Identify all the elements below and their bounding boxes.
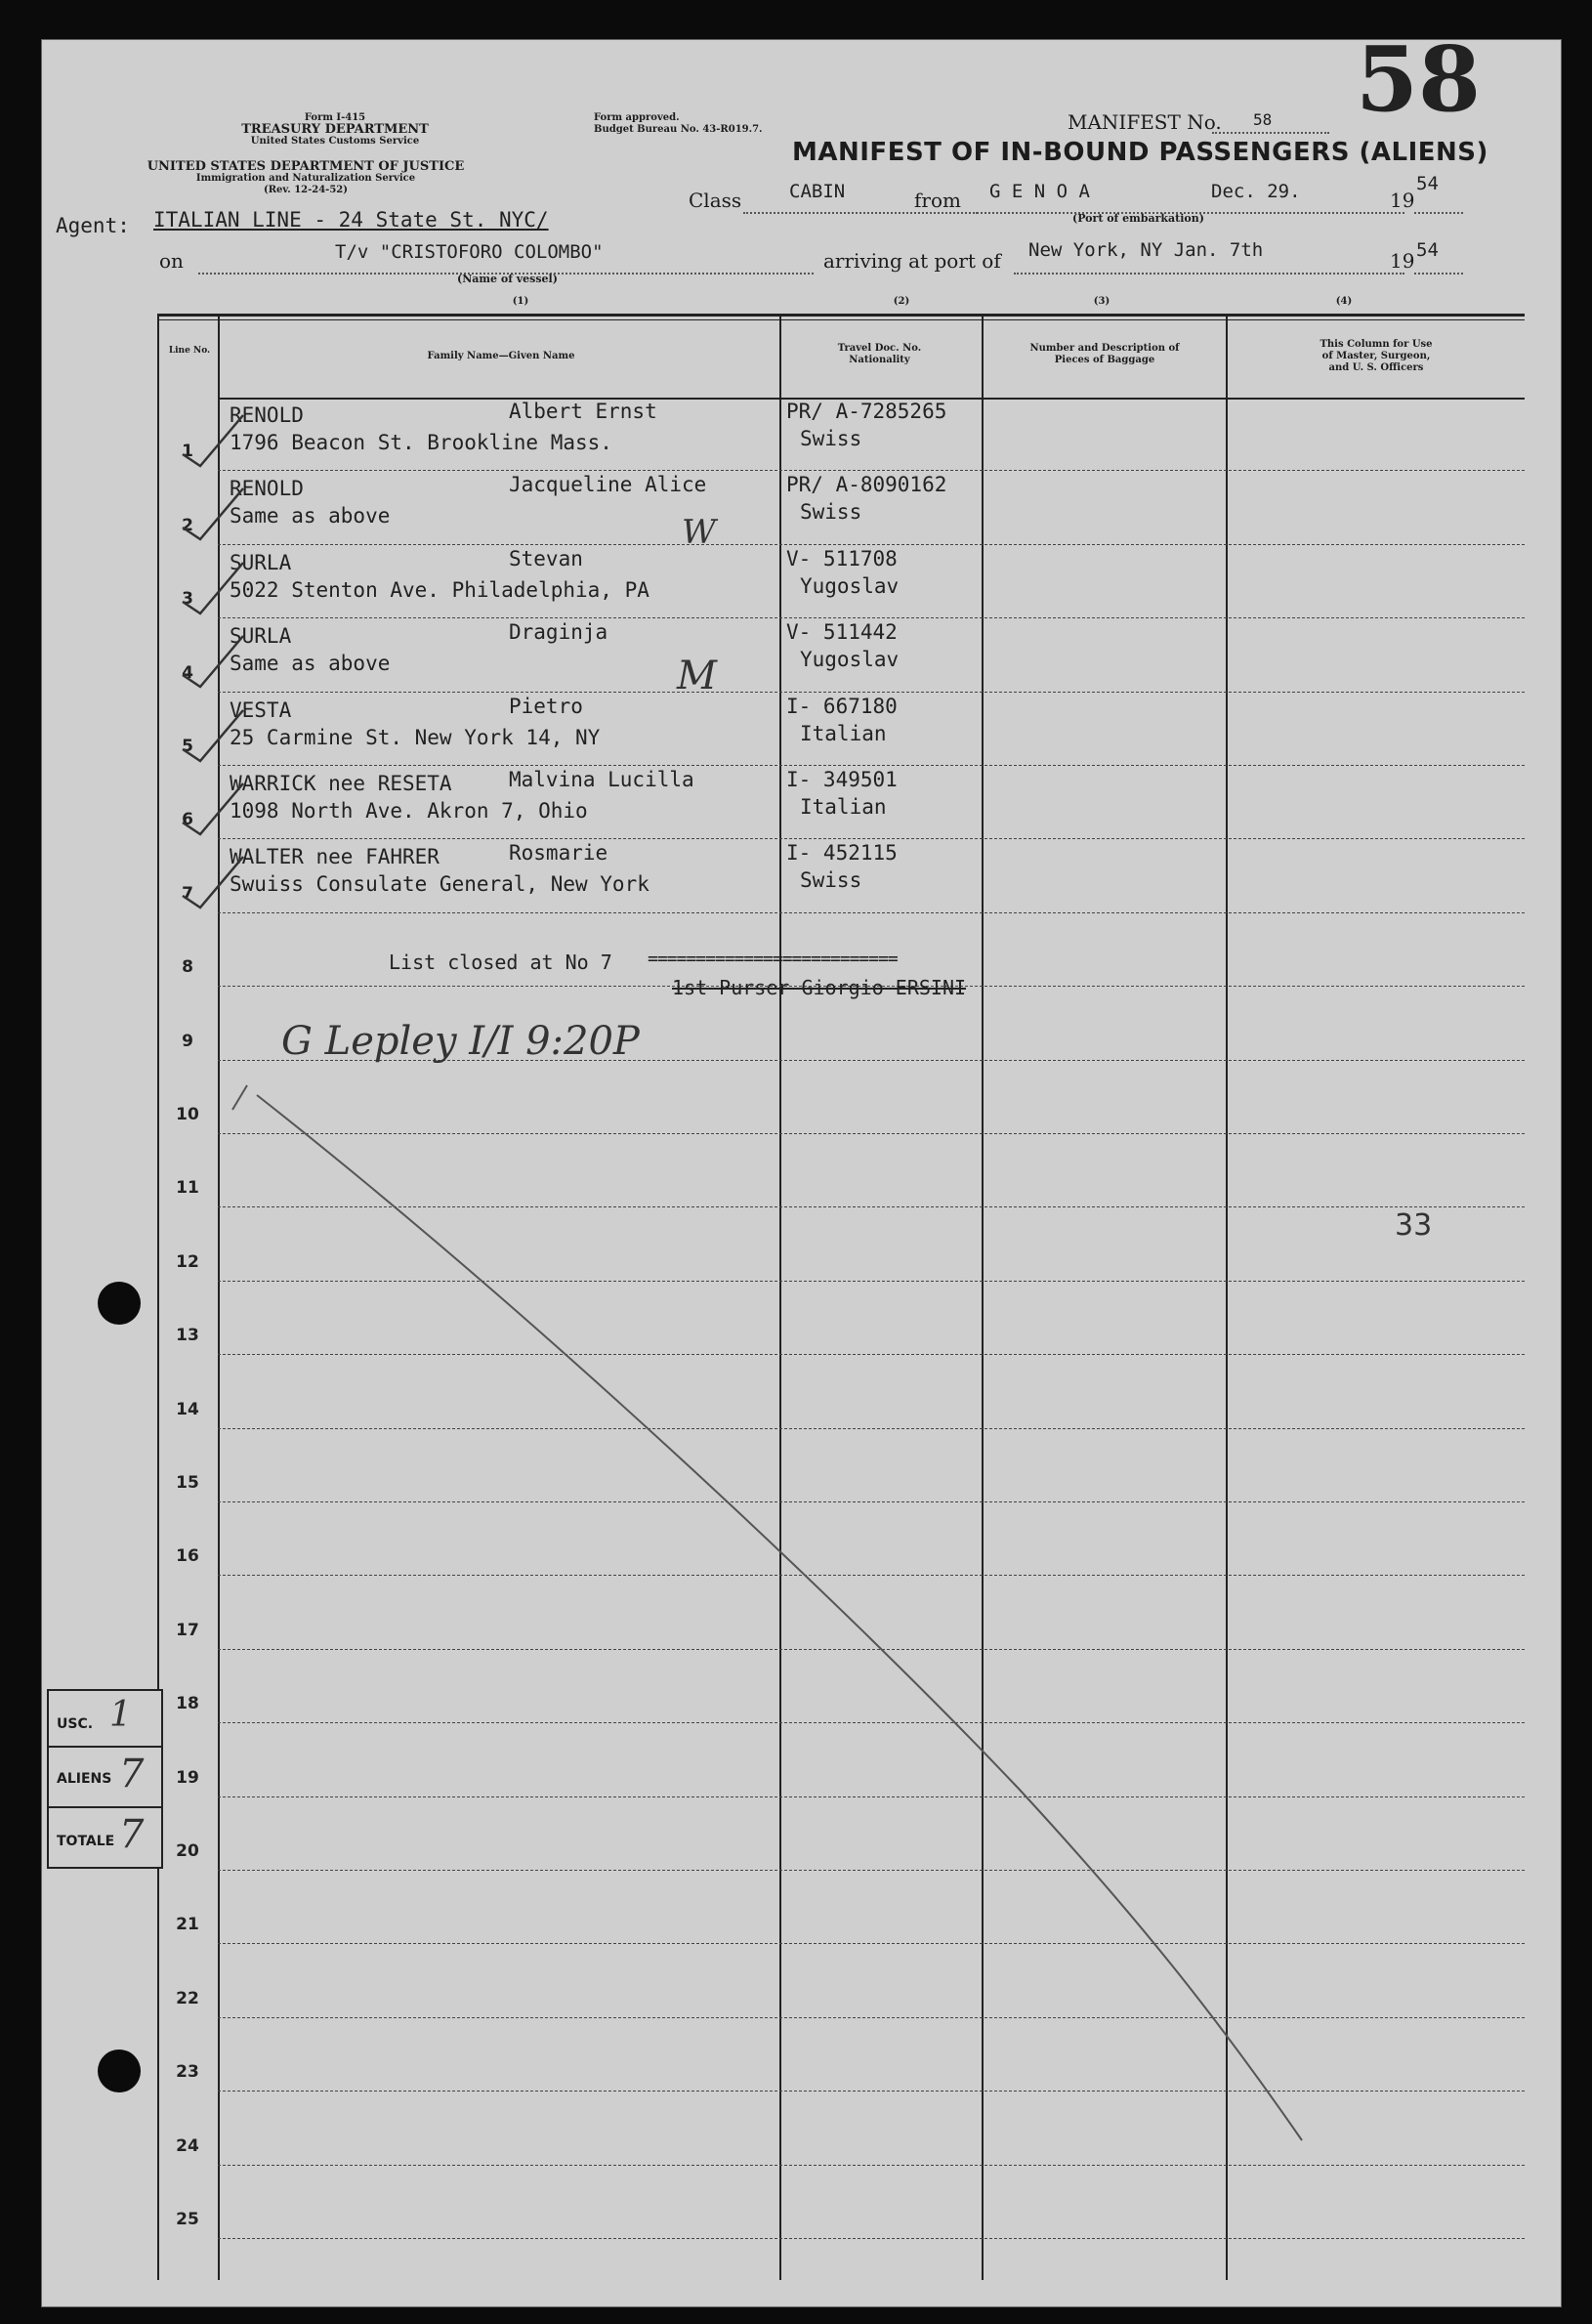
passenger-travel-doc: I- 349501 — [786, 768, 898, 791]
tally-total-value: 7 — [119, 1812, 145, 1857]
passenger-nationality: Yugoslav — [800, 648, 900, 672]
line-number: 10 — [176, 1105, 199, 1124]
class-label: Class — [689, 189, 742, 212]
passenger-family-name: SURLA — [230, 624, 292, 649]
arriving-label: arriving at port of — [823, 249, 1001, 273]
from-date: Dec. 29. — [1211, 181, 1301, 202]
col-number-4: (4) — [1335, 296, 1353, 307]
passenger-nationality: Italian — [800, 721, 887, 745]
passenger-nationality: Swiss — [800, 427, 862, 450]
line-number: 14 — [176, 1399, 199, 1419]
agent-value: ITALIAN LINE - 24 State St. NYC/ — [153, 208, 549, 232]
passenger-given-name: Albert Ernst — [509, 400, 657, 423]
passenger-family-name: SURLA — [230, 550, 292, 574]
manifest-no-label: MANIFEST No. — [1068, 110, 1222, 134]
line-number: 15 — [176, 1473, 199, 1493]
passenger-address: Swuiss Consulate General, New York — [230, 872, 649, 897]
header-officers-line1: This Column for Use — [1320, 339, 1433, 350]
tally-aliens-label: ALIENS — [57, 1771, 112, 1787]
passenger-travel-doc: PR/ A-7285265 — [786, 400, 947, 423]
page-stamp-number: 58 — [1356, 26, 1482, 132]
col-number-2: (2) — [893, 296, 910, 307]
line-number: 3 — [182, 589, 193, 610]
passenger-given-name: Jacqueline Alice — [509, 473, 707, 497]
header-baggage-line2: Pieces of Baggage — [1054, 355, 1155, 365]
budget-bureau: Budget Bureau No. 43-R019.7. — [594, 124, 763, 135]
tally-divider-1 — [49, 1746, 161, 1748]
closing-equals: ========================== — [648, 949, 898, 969]
year-prefix: 19 — [1390, 189, 1415, 212]
passenger-given-name: Malvina Lucilla — [509, 768, 694, 791]
tally-divider-2 — [49, 1806, 161, 1808]
arriving-year-value: 54 — [1416, 239, 1439, 261]
line-number: 1 — [182, 442, 193, 462]
line-number: 20 — [176, 1841, 199, 1861]
passenger-address: Same as above — [230, 652, 391, 676]
line-number: 13 — [176, 1326, 199, 1346]
ins-service: Immigration and Naturalization Service — [195, 173, 416, 184]
passenger-travel-doc: PR/ A-8090162 — [786, 473, 947, 497]
passenger-family-name: RENOLD — [230, 403, 304, 427]
tally-aliens-value: 7 — [119, 1752, 145, 1796]
list-closed: List closed at No 7 — [389, 951, 612, 974]
line-number: 11 — [176, 1178, 199, 1199]
passenger-address: Same as above — [230, 504, 391, 528]
line-number: 7 — [182, 883, 193, 904]
vessel-caption: (Name of vessel) — [457, 273, 558, 285]
passenger-family-name: VESTA — [230, 697, 292, 722]
passenger-given-name: Pietro — [509, 694, 583, 718]
diagonal-pencil-line — [42, 40, 1561, 2306]
tally-box — [47, 1689, 163, 1869]
passenger-given-name: Draginja — [509, 620, 608, 645]
passenger-given-name: Rosmarie — [509, 841, 608, 866]
header-officers-line3: and U. S. Officers — [1328, 362, 1424, 373]
agent-label: Agent: — [56, 214, 130, 237]
col-number-1: (1) — [512, 296, 529, 307]
arriving-value: New York, NY Jan. 7th — [1028, 239, 1264, 261]
passenger-family-name: WARRICK nee RESETA — [230, 772, 452, 795]
passenger-nationality: Swiss — [800, 500, 862, 525]
line-number: 18 — [176, 1694, 199, 1714]
line-number: 24 — [176, 2135, 199, 2156]
tally-total-label: TOTALE — [57, 1834, 115, 1849]
line-number: 2 — [182, 515, 193, 535]
line-number: 17 — [176, 1620, 199, 1640]
treasury-dept: TREASURY DEPARTMENT — [241, 122, 429, 137]
line-number: 12 — [176, 1251, 199, 1272]
passenger-given-name: Stevan — [509, 546, 583, 570]
header-travel-doc-line1: Travel Doc. No. — [837, 343, 922, 354]
tally-usc-label: USC. — [57, 1716, 94, 1732]
passenger-address: 25 Carmine St. New York 14, NY — [230, 725, 601, 749]
line-number: 4 — [182, 662, 193, 683]
port-caption: (Port of embarkation) — [1072, 212, 1204, 225]
customs-service: United States Customs Service — [250, 136, 420, 147]
header-nationality: Nationality — [849, 355, 910, 365]
rev-date: (Rev. 12-24-52) — [264, 185, 348, 195]
manifest-title: MANIFEST OF IN-BOUND PASSENGERS (ALIENS) — [792, 138, 1488, 167]
form-number: Form I-415 — [304, 112, 366, 123]
col-number-3: (3) — [1093, 296, 1110, 307]
from-port: G E N O A — [989, 181, 1090, 202]
handwritten-mark-m: M — [677, 654, 717, 698]
tally-usc-value: 1 — [109, 1695, 132, 1735]
purser-name: 1st Purser Giorgio ERSINI — [672, 976, 967, 999]
handwritten-signature: G Lepley I/I 9:20P — [281, 1019, 640, 1064]
from-label: from — [914, 189, 961, 212]
passenger-address: 5022 Stenton Ave. Philadelphia, PA — [230, 577, 649, 602]
passenger-travel-doc: I- 452115 — [786, 841, 898, 866]
line-number: 25 — [176, 2210, 199, 2229]
manifest-no-value: 58 — [1253, 110, 1273, 129]
handwritten-mark-w: W — [682, 513, 716, 552]
passenger-travel-doc: V- 511708 — [786, 546, 898, 570]
passenger-nationality: Italian — [800, 795, 887, 819]
passenger-family-name: WALTER nee FAHRER — [230, 845, 440, 869]
passenger-travel-doc: V- 511442 — [786, 620, 898, 645]
passenger-address: 1098 North Ave. Akron 7, Ohio — [230, 799, 588, 823]
punch-hole-top — [98, 1282, 141, 1325]
form-approved-line: Form approved. — [594, 112, 680, 123]
line-number: 23 — [176, 2062, 199, 2083]
vessel-value: T/v "CRISTOFORO COLOMBO" — [335, 241, 604, 263]
header-line-no: Line No. — [168, 346, 211, 356]
line-number: 9 — [182, 1031, 193, 1051]
line-number: 21 — [176, 1915, 199, 1935]
arriving-year-prefix: 19 — [1390, 249, 1415, 273]
header-baggage-line1: Number and Description of — [1029, 343, 1180, 354]
line-number: 16 — [176, 1546, 199, 1567]
year-value: 54 — [1416, 173, 1439, 194]
punch-hole-bottom — [98, 2049, 141, 2092]
manifest-sheet — [41, 26, 1562, 2307]
line-number: 5 — [182, 737, 193, 756]
handwritten-side-number: 33 — [1395, 1208, 1433, 1243]
line-number: 19 — [176, 1767, 199, 1788]
justice-dept: UNITED STATES DEPARTMENT OF JUSTICE — [147, 159, 465, 174]
passenger-family-name: RENOLD — [230, 477, 304, 501]
line-number: 22 — [176, 1988, 199, 2008]
line-number: 8 — [182, 957, 193, 978]
class-value: CABIN — [789, 181, 846, 202]
passenger-nationality: Yugoslav — [800, 573, 900, 598]
line-number: 6 — [182, 810, 193, 830]
passenger-travel-doc: I- 667180 — [786, 694, 898, 718]
header-officers-line2: of Master, Surgeon, — [1321, 351, 1431, 361]
header-family-name: Family Name—Given Name — [427, 351, 575, 361]
passenger-address: 1796 Beacon St. Brookline Mass. — [230, 431, 612, 454]
passenger-nationality: Swiss — [800, 868, 862, 893]
on-label: on — [159, 249, 184, 273]
